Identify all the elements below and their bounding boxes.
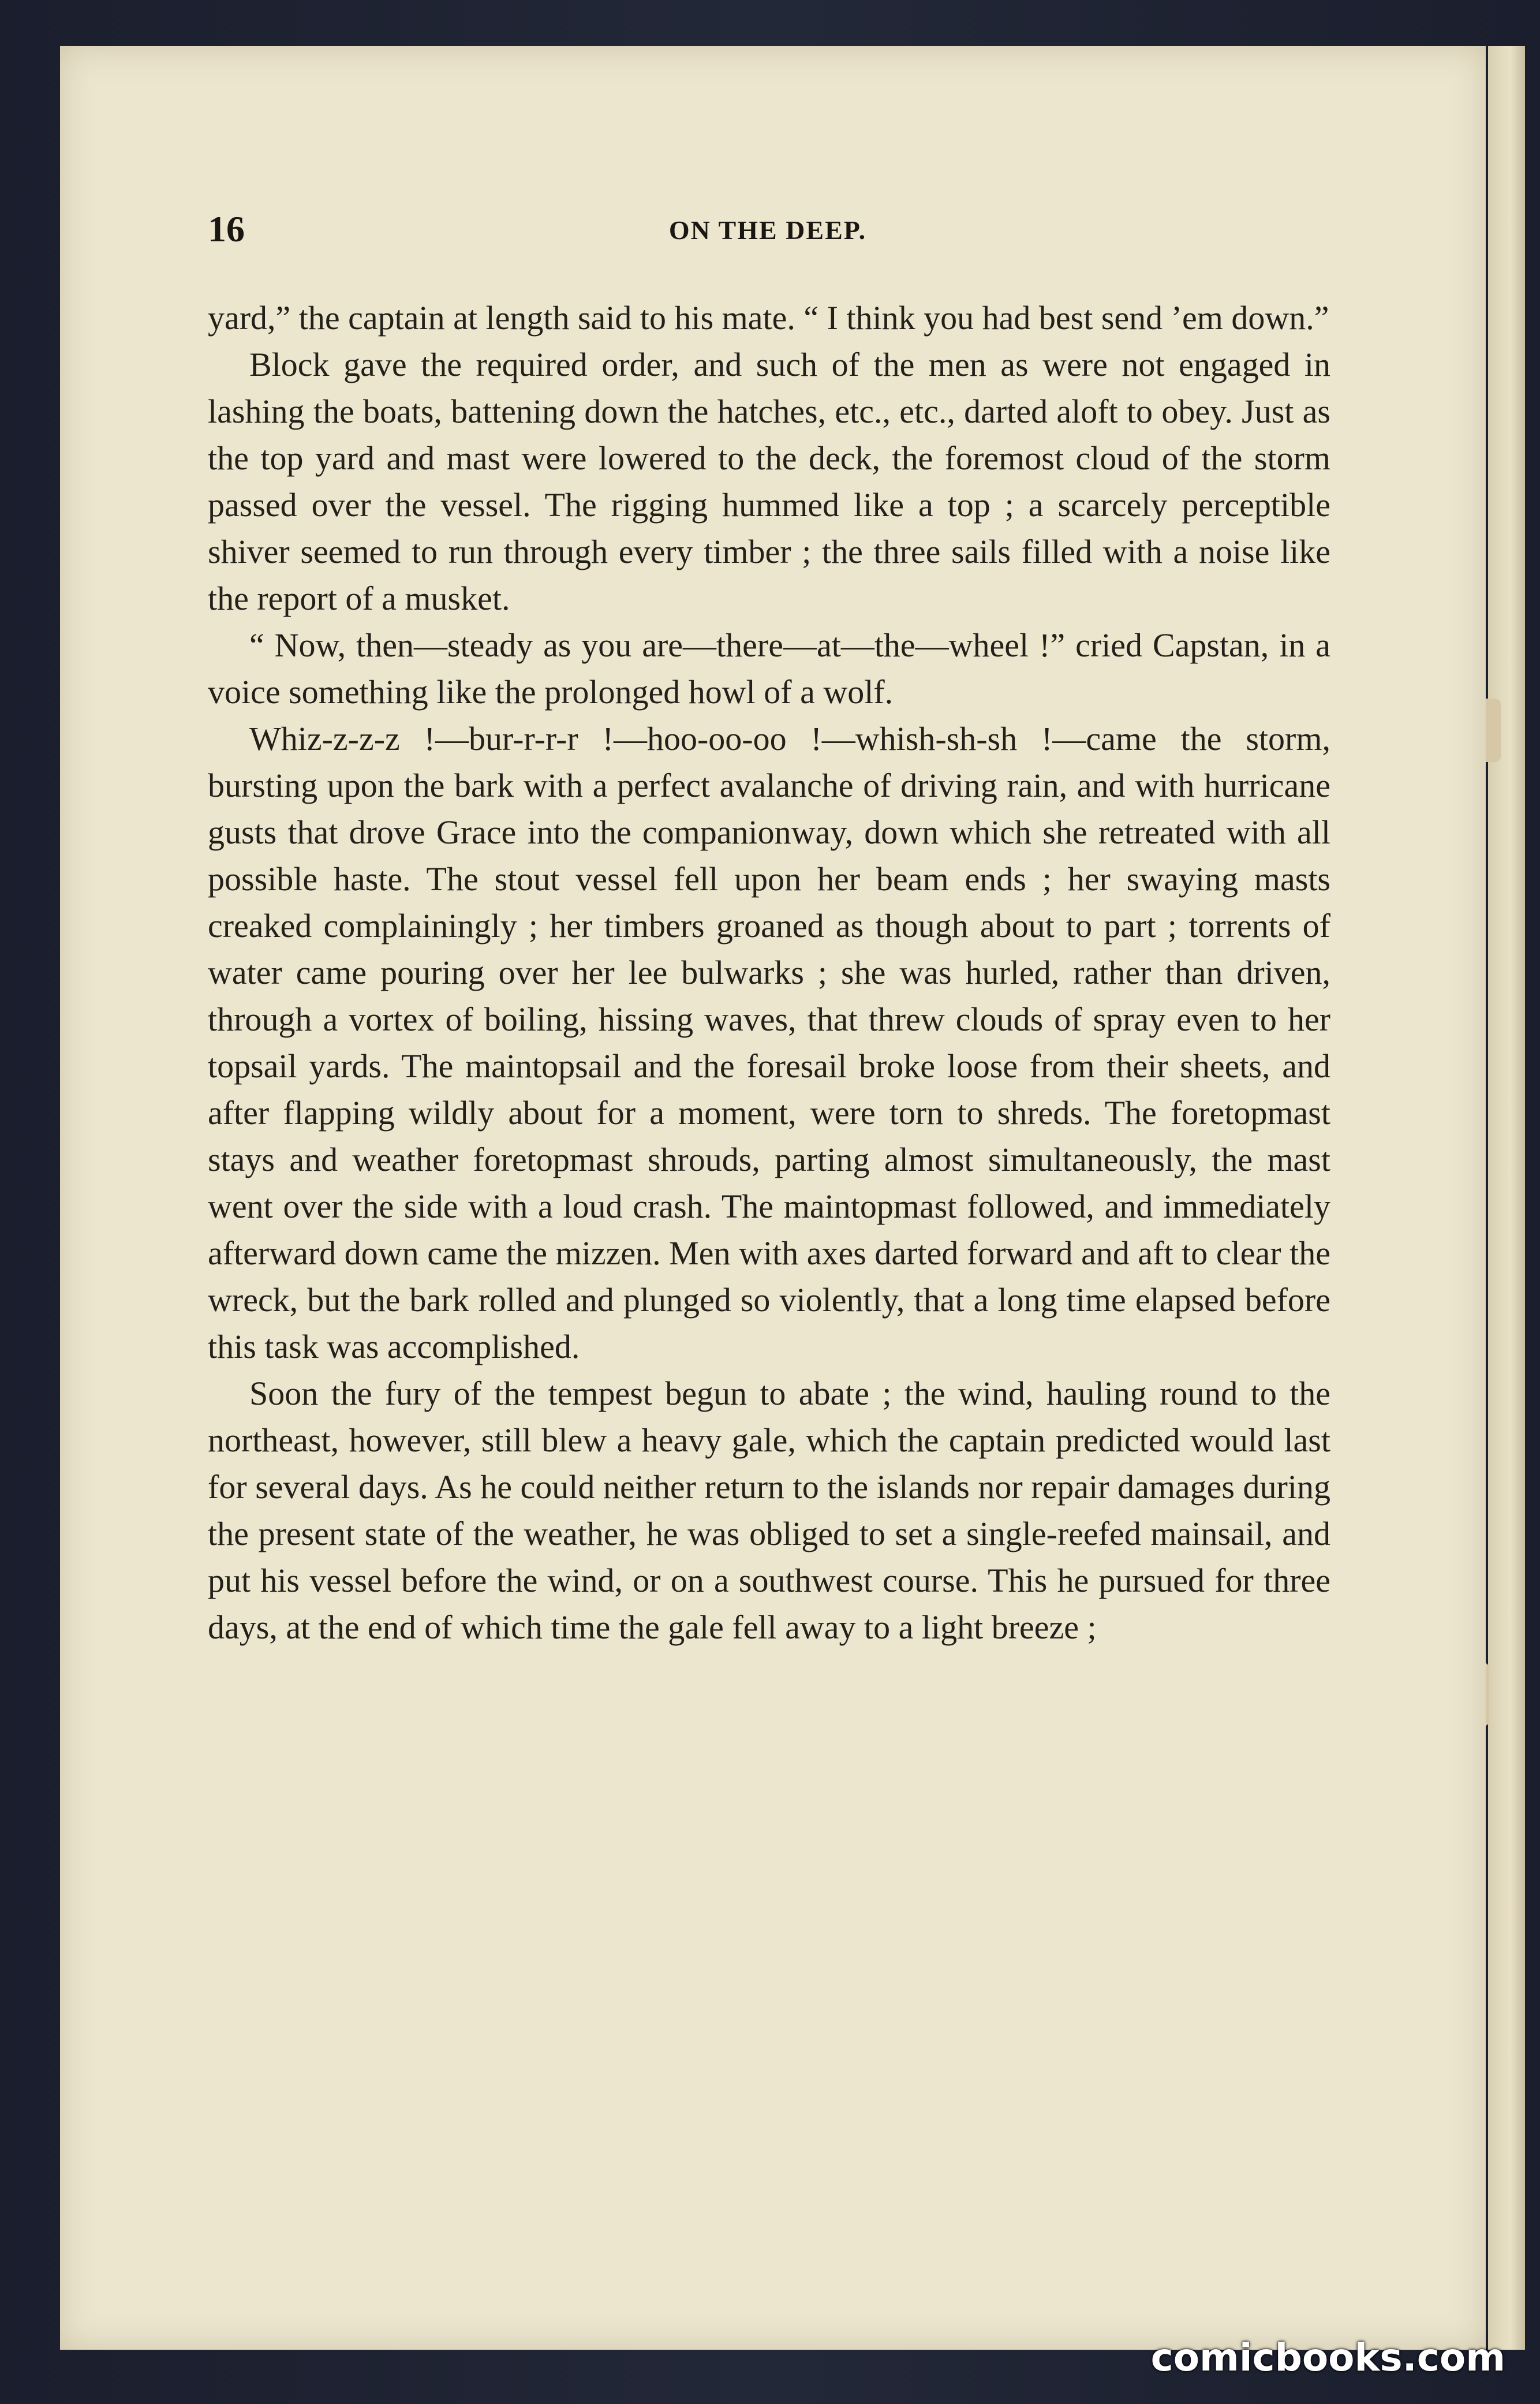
running-head: [208, 208, 1328, 254]
paragraph: yard,” the captain at length said to his mate. “ I think you had best send ’em down.”: [208, 299, 1329, 337]
body-text: [208, 294, 1330, 1651]
next-page-edge: [1488, 46, 1525, 2350]
paragraph: “ Now, then—steady as you are—there—at—the—wheel !” cried Capstan, in a voice something like the prolonged howl of a wolf.: [208, 626, 1330, 711]
paragraph: Soon the fury of the tempest begun to abate ; the wind, hauling round to the northeast, however, still blew a heavy gale, which the captain predicted would last for several days. As he could neither return to the islands nor repair damages during the present state of the weather, he was obliged to set a single-reefed mainsail, and put his vessel before the wind, or on a southwest course. This he pursued for three days, at the end of which time the gale fell away to a light breeze ;: [208, 1375, 1330, 1646]
watermark-logo: comicbooks.com: [1150, 2335, 1505, 2380]
running-head-title: ON THE DEEP.: [668, 215, 867, 245]
page-number: 16: [208, 208, 245, 249]
paragraph: Block gave the required order, and such of the men as were not engaged in lashing the boats, battening down the hatches, etc., etc., darted aloft to obey. Just as the top yard and mast were lowered to the deck, the foremost cloud of the storm passed over the vessel. The rigging hummed like a top ; a scarcely perceptible shiver seemed to run through every timber ; the three sails filled with a noise like the report of a musket.: [208, 346, 1330, 617]
paragraph: Whiz-z-z-z !—bur-r-r-r !—hoo-oo-oo !—whish-sh-sh !—came the storm, bursting upon the bark with a perfect avalanche of driving rain, and with hurricane gusts that drove Grace into the companionway, down which she retreated with all possible haste. The stout vessel fell upon her beam ends ; her swaying masts creaked complainingly ; her timbers groaned as though about to part ; torrents of water came pouring over her lee bulwarks ; she was hurled, rather than driven, through a vortex of boiling, hissing waves, that threw clouds of spray even to her topsail yards. The maintopsail and the foresail broke loose from their sheets, and after flapping wildly about for a moment, were torn to shreds. The foretopmast stays and weather foretopmast shrouds, parting almost simultaneously, the mast went over the side with a loud crash. The maintopmast followed, and immediately afterward down came the mizzen. Men with axes darted forward and aft to clear the wreck, but the bark rolled and plunged so violently, that a long time elapsed before this task was accomplished.: [208, 720, 1330, 1365]
